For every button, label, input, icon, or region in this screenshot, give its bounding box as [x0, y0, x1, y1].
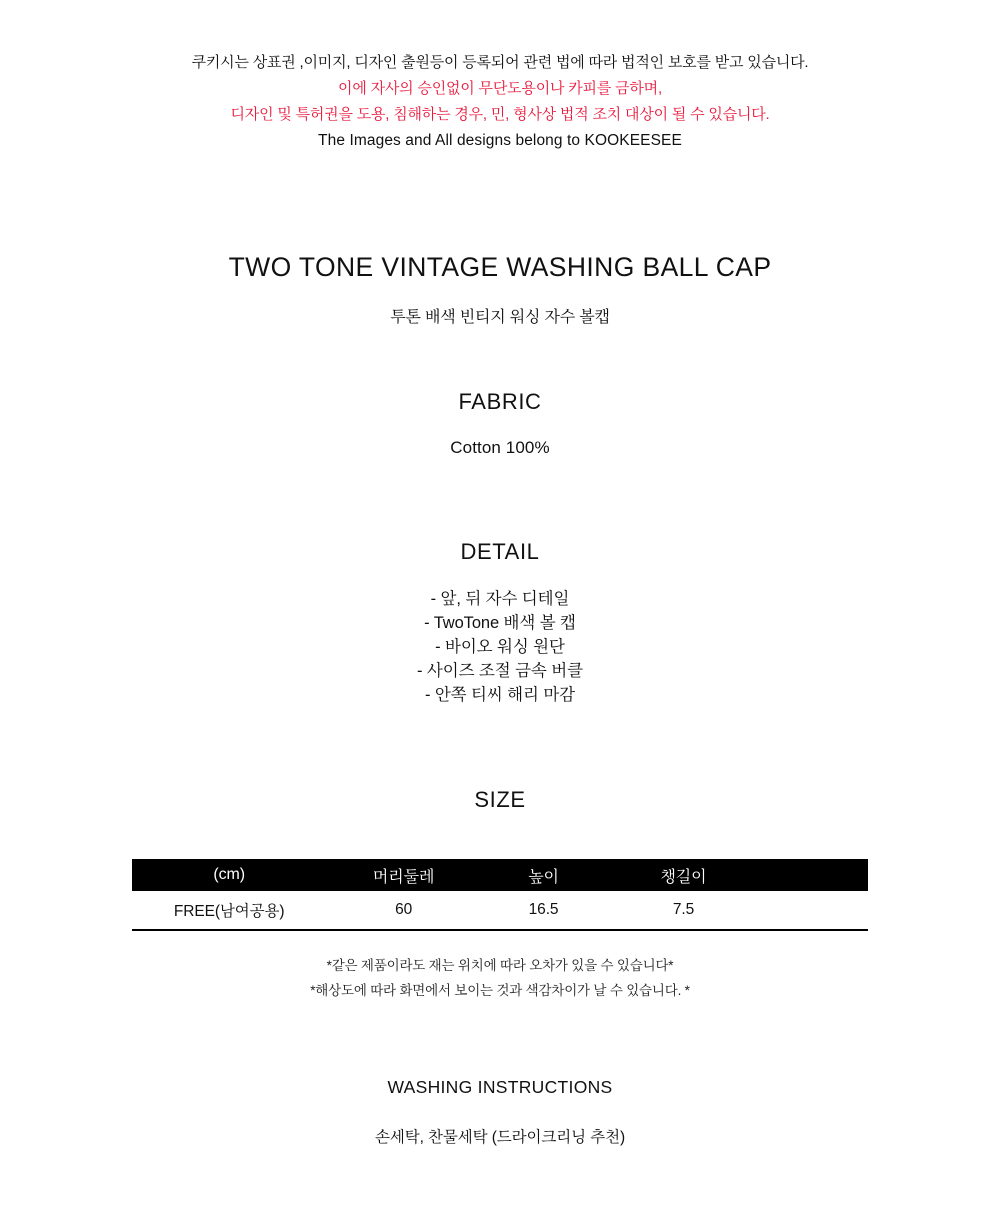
list-item: - 앞, 뒤 자수 디테일 — [430, 590, 570, 608]
product-title-block — [0, 252, 1000, 327]
list-item: - 바이오 워싱 원단 — [435, 638, 565, 656]
washing-section — [0, 1077, 1000, 1147]
size-notes — [0, 953, 1000, 1003]
list-item: - TwoTone 배색 볼 캡 — [424, 614, 576, 632]
cell-empty — [761, 891, 868, 930]
washing-heading: WASHING INSTRUCTIONS — [387, 1077, 613, 1097]
copyright-notice — [0, 0, 1000, 154]
size-note-measurement: *같은 제품이라도 재는 위치에 따라 오차가 있을 수 있습니다* — [326, 958, 674, 973]
page-subtitle: 투톤 배색 빈티지 워싱 자수 볼캡 — [390, 309, 610, 326]
table-header-row — [132, 859, 868, 891]
detail-section — [0, 539, 1000, 707]
cell-height: 16.5 — [481, 891, 606, 930]
notice-line-3: 디자인 및 특허권을 도용, 침해하는 경우, 민, 형사상 법적 조치 대상이 될 수 있습니다. — [230, 106, 770, 123]
size-note-color: *해상도에 따라 화면에서 보이는 것과 색감차이가 날 수 있습니다. * — [310, 983, 690, 998]
size-section — [0, 787, 1000, 1003]
detail-heading: DETAIL — [460, 539, 540, 564]
table-row — [132, 891, 868, 930]
size-table-body — [132, 891, 868, 930]
page-title: TWO TONE VINTAGE WASHING BALL CAP — [228, 252, 772, 282]
detail-list — [0, 587, 1000, 707]
size-table-head — [132, 859, 868, 891]
fabric-section — [0, 389, 1000, 458]
fabric-value: Cotton 100% — [450, 438, 550, 457]
column-header-head-circumference: 머리둘레 — [326, 859, 480, 891]
cell-brim-length: 7.5 — [606, 891, 760, 930]
notice-line-1: 쿠키시는 상표권 ,이미지, 디자인 출원등이 등록되어 관련 법에 따라 법적인 보호를 받고 있습니다. — [191, 54, 809, 71]
cell-head-circumference: 60 — [326, 891, 480, 930]
column-header-empty — [761, 859, 868, 891]
notice-line-2: 이에 자사의 승인없이 무단도용이나 카피를 금하며, — [338, 80, 662, 97]
column-header-unit: (cm) — [132, 859, 326, 891]
size-heading: SIZE — [474, 787, 526, 812]
size-table-wrapper — [132, 859, 868, 931]
cell-size-name: FREE(남여공용) — [132, 891, 326, 930]
washing-value: 손세탁, 찬물세탁 (드라이크리닝 추천) — [374, 1129, 626, 1146]
column-header-height: 높이 — [481, 859, 606, 891]
list-item: - 사이즈 조절 금속 버클 — [417, 662, 583, 680]
notice-line-4: The Images and All designs belong to KOOKEESEE — [318, 132, 682, 149]
fabric-heading: FABRIC — [458, 389, 542, 414]
column-header-brim-length: 챙길이 — [606, 859, 760, 891]
size-table — [132, 859, 868, 931]
list-item: - 안쪽 티씨 해리 마감 — [424, 686, 576, 704]
